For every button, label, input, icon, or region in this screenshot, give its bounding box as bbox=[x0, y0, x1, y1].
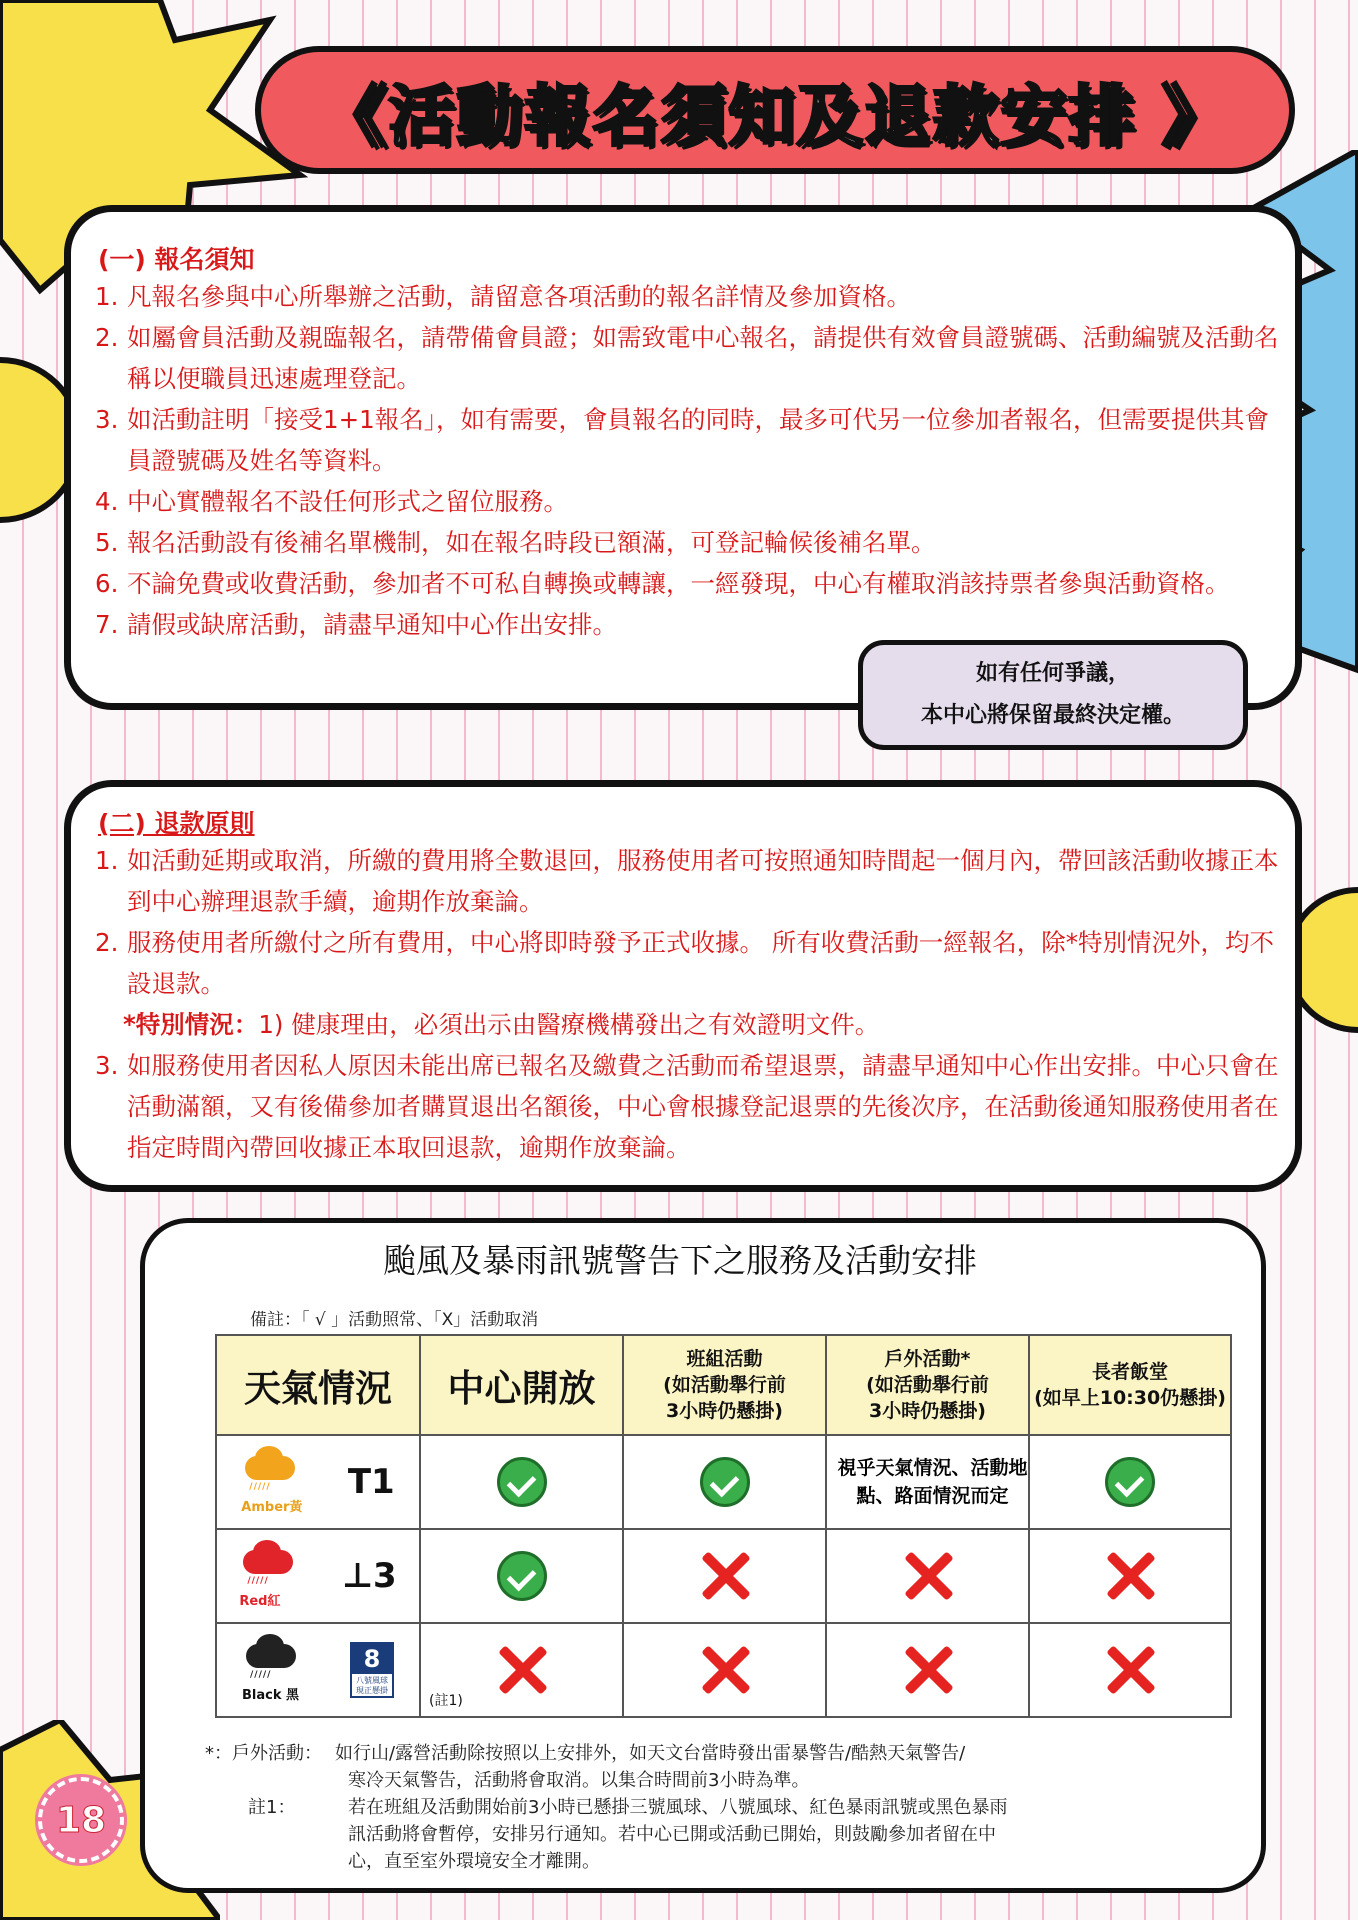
black-cell bbox=[216, 1623, 420, 1717]
header-centre: 中心開放 bbox=[420, 1335, 623, 1435]
list-item: 1. 凡報名參與中心所舉辦之活動，請留意各項活動的報名詳情及參加資格。 bbox=[95, 282, 911, 311]
cross-icon bbox=[1104, 1550, 1156, 1602]
red-rain-icon: ///// Red紅 bbox=[239, 1546, 297, 1606]
list-item: 7. 請假或缺席活動，請盡早通知中心作出安排。 bbox=[95, 610, 617, 639]
cross-icon bbox=[699, 1644, 751, 1696]
cross-icon bbox=[496, 1644, 548, 1696]
header-elderly: 長者飯堂 (如早上10:30仍懸掛) bbox=[1029, 1335, 1231, 1435]
note1-line1: 若在班組及活動開始前3小時已懸掛三號風球、八號風球、紅色暴雨訊號或黑色暴雨 bbox=[348, 1797, 1008, 1818]
section2-heading: (二) 退款原則 bbox=[98, 809, 255, 838]
list-item: 6. 不論免費或收費活動，參加者不可私自轉換或轉讓，一經發現，中心有權取消該持票者參與活動資格。 bbox=[95, 569, 1230, 598]
typhoon-signal-8-icon: 8 八號風球 現正懸掛 bbox=[350, 1642, 394, 1698]
cross-icon bbox=[699, 1550, 751, 1602]
table-row bbox=[216, 1623, 1231, 1717]
list-item: 2. 如屬會員活動及親臨報名，請帶備會員證；如需致電中心報名，請提供有效會員證號碼、活動編號及活動名稱以便職員迅速處理登記。 bbox=[95, 323, 1279, 393]
black-rain-icon: ///// Black 黑 bbox=[242, 1640, 300, 1700]
list-item: 3. 如服務使用者因私人原因未能出席已報名及繳費之活動而希望退票，請盡早通知中心作出安排。中心只會在活動滿額，又有後備參加者購買退出名額後，中心會根據登記退票的先後次序，在活動後通知服務使用者在指定時間內帶回收據正本取回退款，逾期作放棄論。 bbox=[95, 1051, 1279, 1162]
table-remark: 備註：「 √ 」活動照常、「X」活動取消 bbox=[250, 1310, 539, 1330]
table-row bbox=[216, 1435, 1231, 1529]
amber-rain-icon: ///// Amber黃 bbox=[241, 1452, 299, 1512]
cross-icon bbox=[902, 1644, 954, 1696]
outdoor-condition: 視乎天氣情況、活動地點、路面情況而定 bbox=[826, 1435, 1029, 1529]
note1-label: 註1： bbox=[248, 1797, 296, 1818]
check-icon bbox=[1105, 1457, 1155, 1507]
table-header-row bbox=[216, 1335, 1231, 1435]
registration-list bbox=[95, 276, 1285, 645]
amber-cell bbox=[216, 1435, 420, 1529]
note1-line2: 訊活動將會暫停，安排另行通知。若中心已開或活動已開始，則鼓勵參加者留在中 bbox=[348, 1824, 996, 1845]
notice-line2: 本中心將保留最終決定權。 bbox=[920, 703, 1185, 728]
red-cell bbox=[216, 1529, 420, 1623]
outdoor-footnote-line2: 寒冷天氣警告，活動將會取消。以集合時間前3小時為準。 bbox=[348, 1770, 810, 1791]
check-icon bbox=[497, 1551, 547, 1601]
note1-line3: 心，直至室外環境安全才離開。 bbox=[348, 1851, 600, 1872]
cross-icon bbox=[1104, 1644, 1156, 1696]
table-title: 颱風及暴雨訊號警告下之服務及活動安排 bbox=[383, 1241, 977, 1280]
header-class: 班組活動 (如活動舉行前 3小時仍懸掛) bbox=[623, 1335, 826, 1435]
cross-icon bbox=[902, 1550, 954, 1602]
note1-marker: (註1) bbox=[429, 1693, 463, 1709]
check-icon bbox=[700, 1457, 750, 1507]
typhoon-signal-1-icon: T1 bbox=[347, 1462, 395, 1502]
header-weather: 天氣情況 bbox=[216, 1335, 420, 1435]
outdoor-footnote-label: *：戶外活動： bbox=[205, 1743, 322, 1764]
check-icon bbox=[497, 1457, 547, 1507]
header-outdoor: 戶外活動* (如活動舉行前 3小時仍懸掛) bbox=[826, 1335, 1029, 1435]
list-item: 1. 如活動延期或取消，所繳的費用將全數退回，服務使用者可按照通知時間起一個月內，帶回該活動收據正本到中心辦理退款手續，逾期作放棄論。 bbox=[95, 846, 1279, 916]
table-row bbox=[216, 1529, 1231, 1623]
notice-line1: 如有任何爭議， bbox=[975, 661, 1130, 686]
list-item: 3. 如活動註明「接受1+1報名」，如有需要，會員報名的同時，最多可代另一位參加者報名，但需要提供其會員證號碼及姓名等資料。 bbox=[95, 405, 1269, 475]
list-item: 4. 中心實體報名不設任何形式之留位服務。 bbox=[95, 487, 568, 516]
special-case-note: *特別情況：1) 健康理由，必須出示由醫療機構發出之有效證明文件。 bbox=[123, 1010, 880, 1039]
outdoor-footnote-line1: 如行山/露營活動除按照以上安排外，如天文台當時發出雷暴警告/酷熱天氣警告/ bbox=[335, 1743, 966, 1764]
list-item: 5. 報名活動設有後補名單機制，如在報名時段已額滿，可登記輪候後補名單。 bbox=[95, 528, 936, 557]
page-number: 18 bbox=[38, 1777, 124, 1863]
weather-table bbox=[215, 1334, 1232, 1718]
typhoon-signal-3-icon: ⊥3 bbox=[341, 1556, 397, 1596]
section1-heading: (一) 報名須知 bbox=[98, 245, 255, 274]
list-item: 2. 服務使用者所繳付之所有費用，中心將即時發予正式收據。 所有收費活動一經報名，除*特別情況外，均不設退款。 bbox=[95, 928, 1275, 998]
page-title: 《活動報名須知及退款安排 》 bbox=[320, 77, 1230, 155]
refund-list bbox=[95, 840, 1295, 1168]
dispute-notice bbox=[858, 640, 1248, 750]
